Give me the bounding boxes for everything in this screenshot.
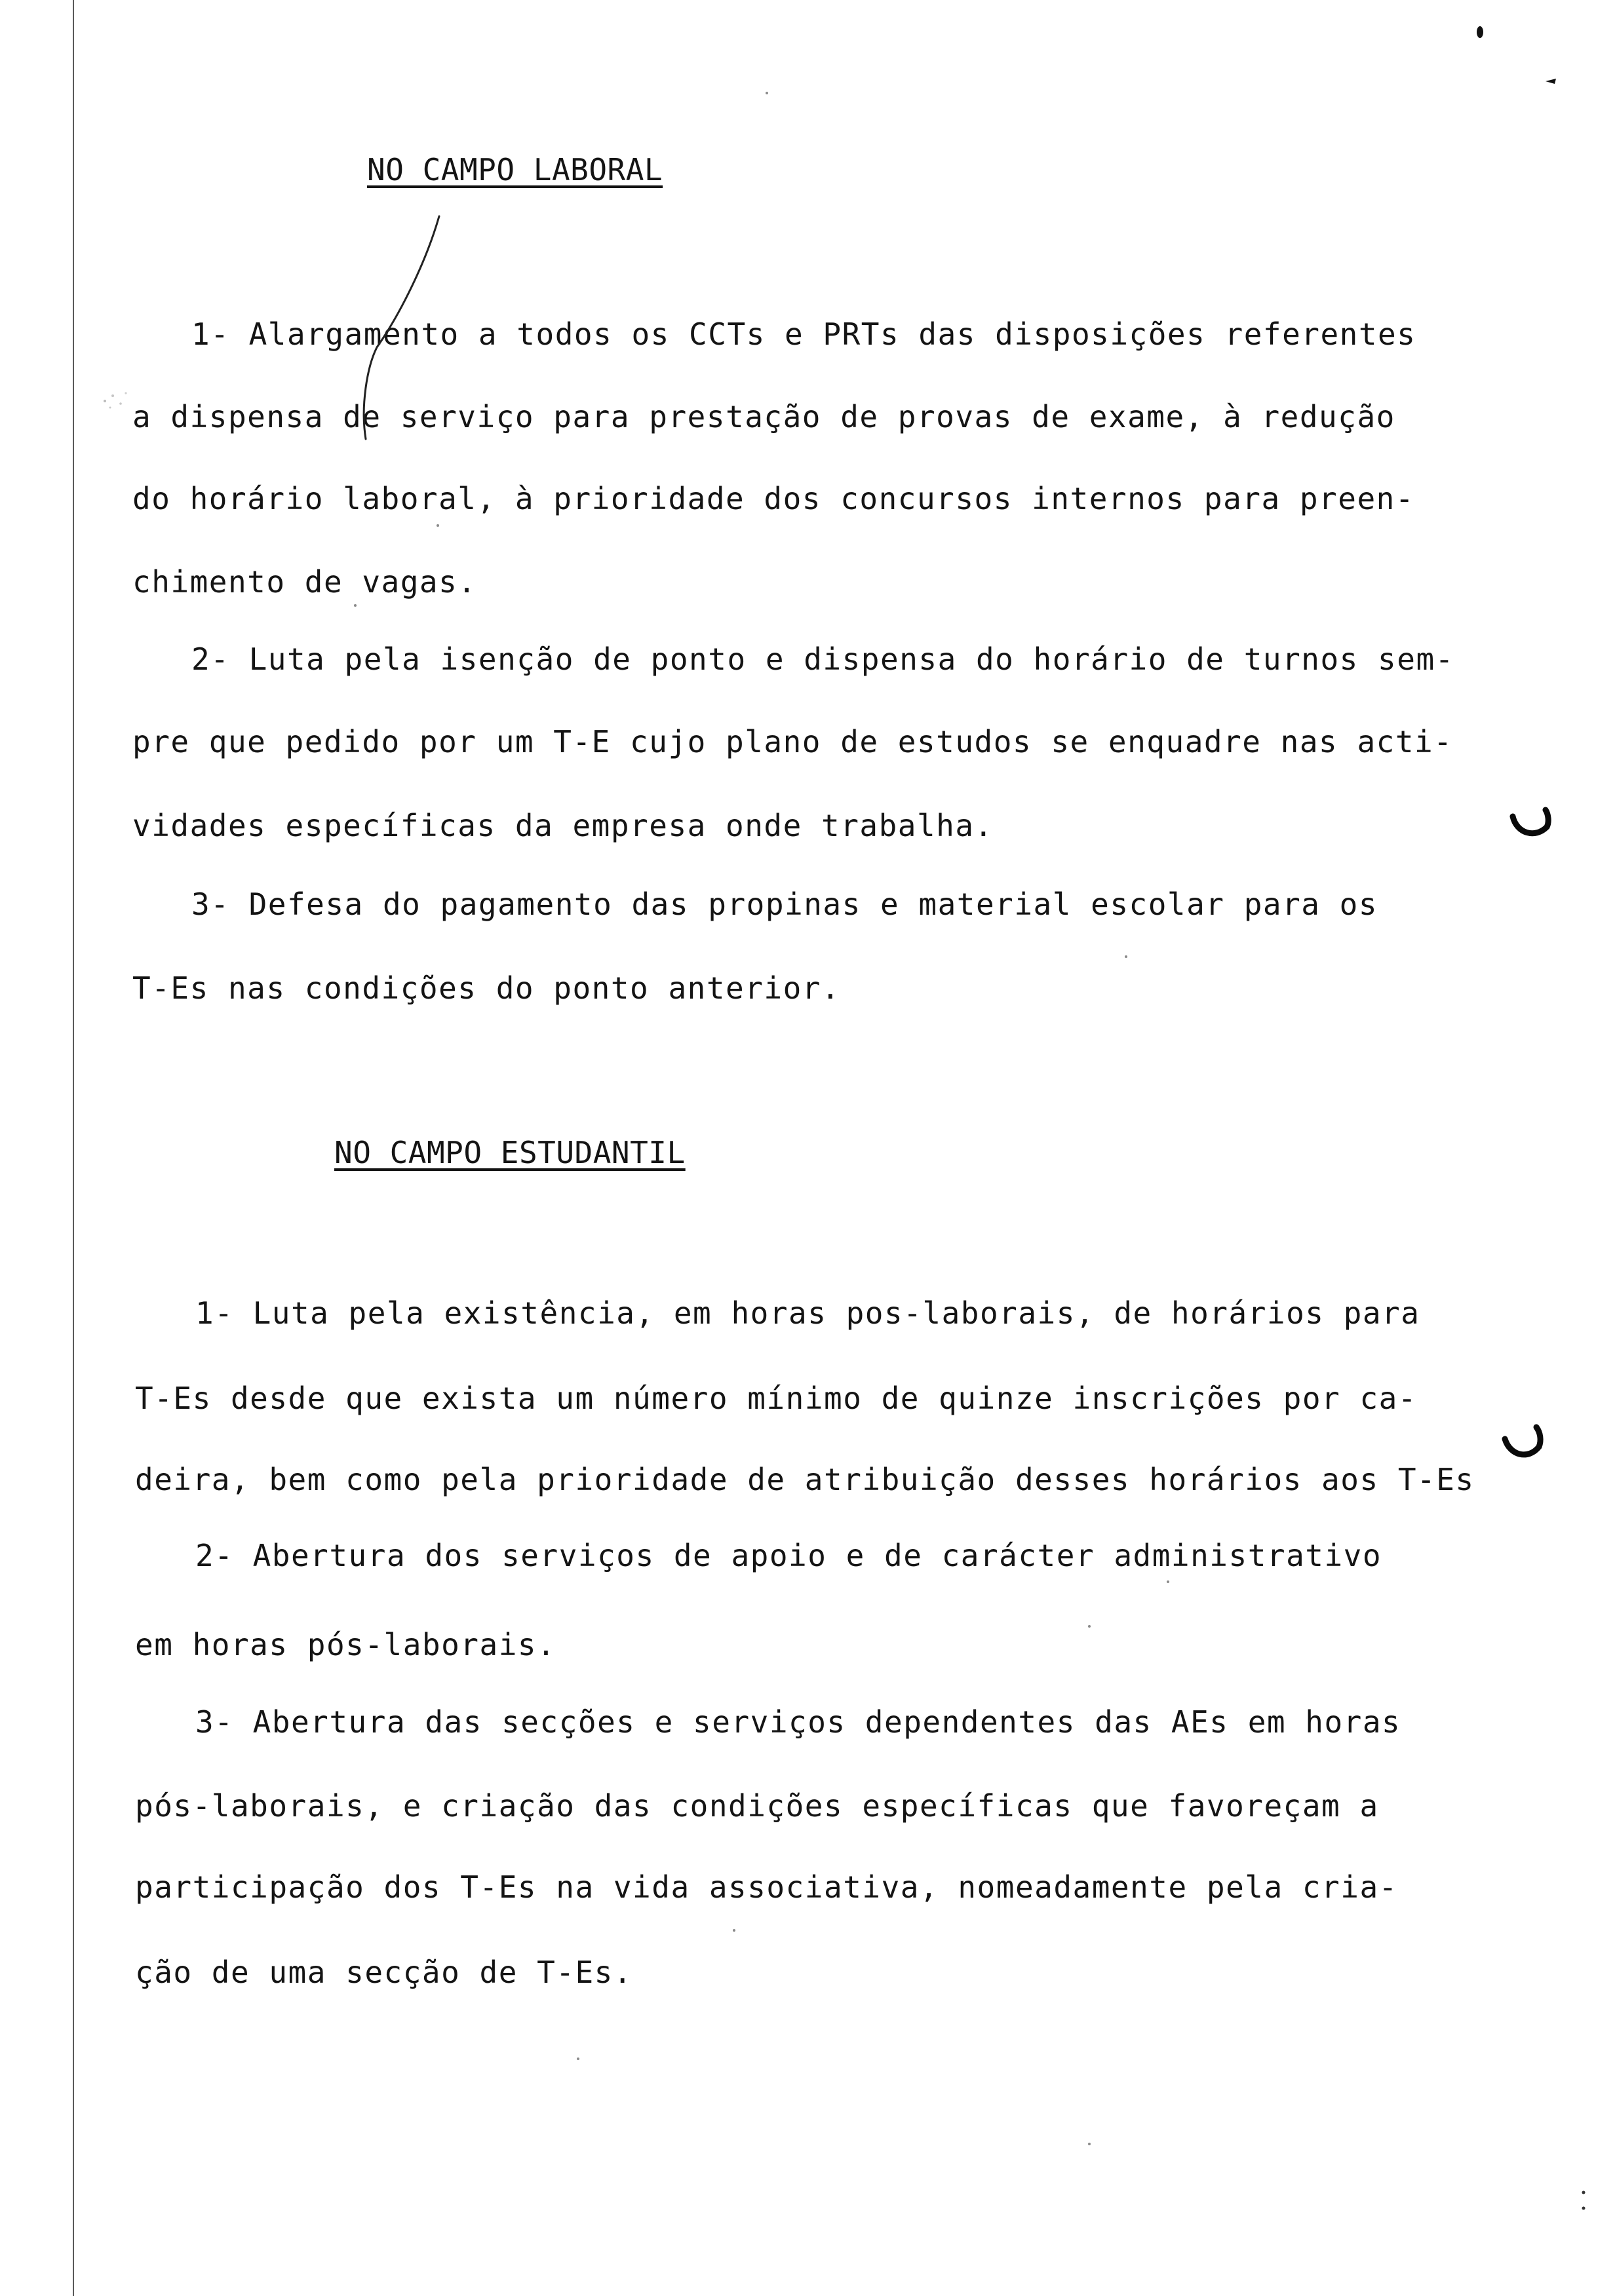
laboral-line-9: T-Es nas condições do ponto anterior. [132, 970, 841, 1006]
speck-dot [1167, 1580, 1169, 1583]
speck-dot [437, 524, 439, 527]
ink-speck-bottom [1580, 2189, 1587, 2215]
speck-dot [577, 2057, 579, 2060]
laboral-line-7: vidades específicas da empresa onde trabalha. [132, 808, 994, 843]
laboral-line-4: chimento de vagas. [132, 564, 477, 600]
laboral-line-3: do horário laboral, à prioridade dos concursos internos para preen- [132, 481, 1415, 516]
punch-hole-mark-lower [1500, 1422, 1546, 1468]
estudantil-line-5: em horas pós-laborais. [135, 1627, 556, 1662]
estudantil-line-1: 1- Luta pela existência, em horas pos-laborais, de horários para [195, 1295, 1420, 1331]
laboral-line-6: pre que pedido por um T-E cujo plano de estudos se enquadre nas acti- [132, 724, 1453, 759]
section-heading-estudantil: NO CAMPO ESTUDANTIL [334, 1135, 686, 1170]
speck-dot [1088, 2143, 1091, 2145]
left-margin-line [73, 0, 74, 2296]
estudantil-line-4: 2- Abertura dos serviços de apoio e de carácter administrativo [195, 1538, 1382, 1573]
punch-hole-mark-upper [1508, 805, 1553, 844]
faded-smudge [92, 381, 138, 421]
laboral-line-5: 2- Luta pela isenção de ponto e dispensa do horário de turnos sem- [191, 641, 1454, 677]
laboral-line-1: 1- Alargamento a todos os CCTs e PRTs das disposições referentes [191, 316, 1416, 352]
pen-stroke-mark [341, 210, 459, 459]
estudantil-line-2: T-Es desde que exista um número mínimo de quinze inscrições por ca- [135, 1381, 1418, 1416]
laboral-line-2: a dispensa de serviço para prestação de provas de exame, à redução [132, 399, 1395, 434]
estudantil-line-6: 3- Abertura das secções e serviços dependentes das AEs em horas [195, 1704, 1401, 1740]
ink-speck-corner [1544, 76, 1559, 86]
section-heading-laboral: NO CAMPO LABORAL [367, 152, 663, 187]
laboral-line-8: 3- Defesa do pagamento das propinas e material escolar para os [191, 887, 1378, 922]
speck-dot [733, 1929, 735, 1932]
estudantil-line-3: deira, bem como pela prioridade de atribuição desses horários aos T-Es [135, 1462, 1475, 1497]
estudantil-line-9: ção de uma secção de T-Es. [135, 1955, 633, 1990]
speck-dot [354, 604, 357, 607]
estudantil-line-7: pós-laborais, e criação das condições específicas que favoreçam a [135, 1788, 1379, 1824]
estudantil-line-8: participação dos T-Es na vida associativa, nomeadamente pela cria- [135, 1869, 1398, 1905]
speck-dot [1088, 1625, 1091, 1628]
speck-dot [1125, 955, 1127, 958]
ink-speck-top [1473, 22, 1487, 42]
speck-dot [766, 92, 768, 94]
